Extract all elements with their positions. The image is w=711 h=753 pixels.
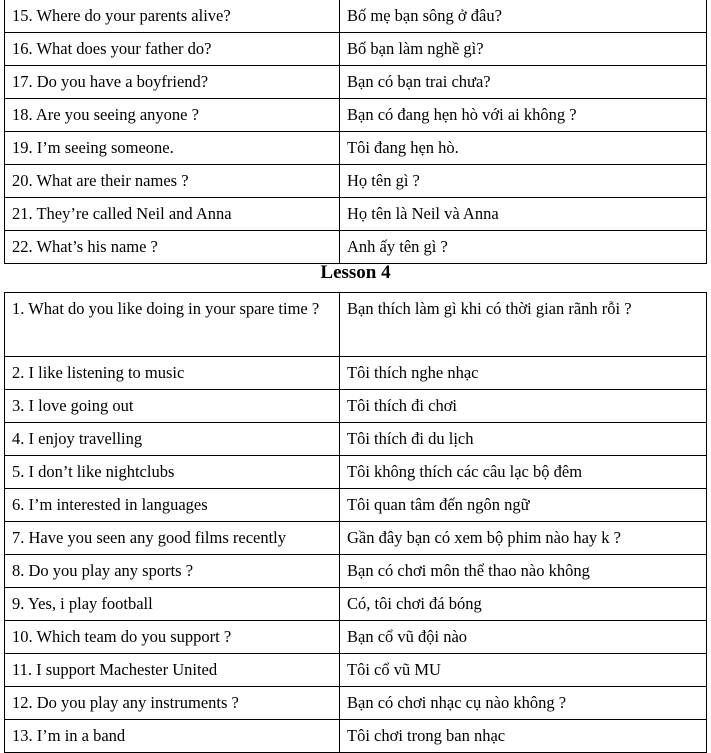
table-row bbox=[5, 165, 707, 198]
table-row bbox=[5, 720, 707, 753]
table-row bbox=[5, 0, 707, 33]
vietnamese-translation-cell: Bạn có bạn trai chưa? bbox=[340, 66, 707, 99]
table-row bbox=[5, 357, 707, 390]
vietnamese-translation-cell: Tôi không thích các câu lạc bộ đêm bbox=[340, 456, 707, 489]
english-phrase-cell: 19. I’m seeing someone. bbox=[5, 132, 340, 165]
english-phrase-cell: 17. Do you have a boyfriend? bbox=[5, 66, 340, 99]
vietnamese-translation-cell: Tôi thích đi chơi bbox=[340, 390, 707, 423]
table-row bbox=[5, 33, 707, 66]
english-phrase-cell: 21. They’re called Neil and Anna bbox=[5, 198, 340, 231]
vietnamese-translation-cell: Tôi chơi trong ban nhạc bbox=[340, 720, 707, 753]
english-phrase-cell: 4. I enjoy travelling bbox=[5, 423, 340, 456]
vietnamese-translation-cell: Bố bạn làm nghề gì? bbox=[340, 33, 707, 66]
vietnamese-translation-cell: Anh ấy tên gì ? bbox=[340, 231, 707, 264]
lesson-heading: Lesson 4 bbox=[320, 262, 391, 283]
english-phrase-cell: 13. I’m in a band bbox=[5, 720, 340, 753]
english-phrase-cell: 15. Where do your parents alive? bbox=[5, 0, 340, 33]
vietnamese-translation-cell: Gần đây bạn có xem bộ phim nào hay k ? bbox=[340, 522, 707, 555]
table-row bbox=[5, 489, 707, 522]
table-row bbox=[5, 687, 707, 720]
table-row bbox=[5, 588, 707, 621]
vietnamese-translation-cell: Bạn có chơi môn thể thao nào không bbox=[340, 555, 707, 588]
table-row bbox=[5, 293, 707, 357]
vietnamese-translation-cell: Có, tôi chơi đá bóng bbox=[340, 588, 707, 621]
table-row bbox=[5, 654, 707, 687]
english-phrase-cell: 6. I’m interested in languages bbox=[5, 489, 340, 522]
table-row bbox=[5, 66, 707, 99]
english-phrase-cell: 1. What do you like doing in your spare time ? bbox=[5, 293, 340, 357]
vietnamese-translation-cell: Tôi cổ vũ MU bbox=[340, 654, 707, 687]
vietnamese-translation-cell: Họ tên gì ? bbox=[340, 165, 707, 198]
english-phrase-cell: 18. Are you seeing anyone ? bbox=[5, 99, 340, 132]
vietnamese-translation-cell: Bạn có chơi nhạc cụ nào không ? bbox=[340, 687, 707, 720]
english-phrase-cell: 3. I love going out bbox=[5, 390, 340, 423]
vietnamese-translation-cell: Bố mẹ bạn sông ở đâu? bbox=[340, 0, 707, 33]
english-phrase-cell: 8. Do you play any sports ? bbox=[5, 555, 340, 588]
vietnamese-translation-cell: Bạn cổ vũ đội nào bbox=[340, 621, 707, 654]
vietnamese-translation-cell: Bạn có đang hẹn hò với ai không ? bbox=[340, 99, 707, 132]
vietnamese-translation-cell: Tôi đang hẹn hò. bbox=[340, 132, 707, 165]
vietnamese-translation-cell: Tôi thích nghe nhạc bbox=[340, 357, 707, 390]
table-row bbox=[5, 390, 707, 423]
table-row bbox=[5, 423, 707, 456]
english-phrase-cell: 11. I support Machester United bbox=[5, 654, 340, 687]
english-phrase-cell: 5. I don’t like nightclubs bbox=[5, 456, 340, 489]
english-phrase-cell: 22. What’s his name ? bbox=[5, 231, 340, 264]
table-row bbox=[5, 522, 707, 555]
english-phrase-cell: 10. Which team do you support ? bbox=[5, 621, 340, 654]
table-row bbox=[5, 555, 707, 588]
table-row bbox=[5, 198, 707, 231]
english-phrase-cell: 2. I like listening to music bbox=[5, 357, 340, 390]
english-phrase-cell: 9. Yes, i play football bbox=[5, 588, 340, 621]
english-phrase-cell: 12. Do you play any instruments ? bbox=[5, 687, 340, 720]
english-phrase-cell: 16. What does your father do? bbox=[5, 33, 340, 66]
vietnamese-translation-cell: Tôi thích đi du lịch bbox=[340, 423, 707, 456]
table-row bbox=[5, 456, 707, 489]
table-row bbox=[5, 99, 707, 132]
table-row bbox=[5, 621, 707, 654]
english-phrase-cell: 20. What are their names ? bbox=[5, 165, 340, 198]
vietnamese-translation-cell: Họ tên là Neil và Anna bbox=[340, 198, 707, 231]
table-row bbox=[5, 132, 707, 165]
vietnamese-translation-cell: Bạn thích làm gì khi có thời gian rãnh rỗi ? bbox=[340, 293, 707, 357]
vietnamese-translation-cell: Tôi quan tâm đến ngôn ngữ bbox=[340, 489, 707, 522]
english-phrase-cell: 7. Have you seen any good films recently bbox=[5, 522, 340, 555]
phrase-table-lesson-4 bbox=[4, 292, 707, 753]
phrase-table-previous-lesson bbox=[4, 0, 707, 264]
